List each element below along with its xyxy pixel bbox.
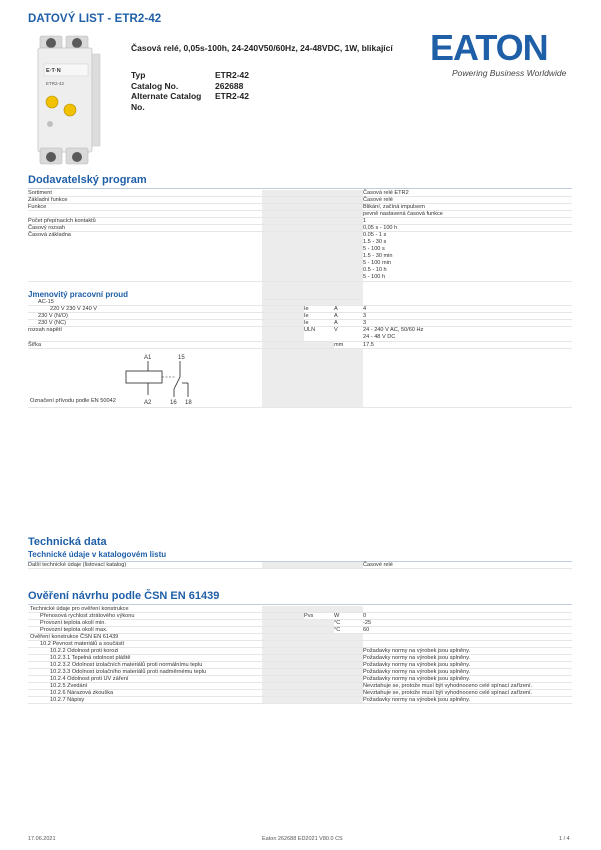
row-unit: A <box>334 306 363 313</box>
row-label: 230 V (N/O) <box>28 313 262 320</box>
row-value: Časová relé ETR2 <box>363 190 572 197</box>
table-row <box>28 669 572 676</box>
row-unit: A <box>334 313 363 320</box>
row-unit: mm <box>334 342 363 349</box>
table-row <box>28 676 572 683</box>
subsection-title-jmenovity: Jmenovitý pracovní proud <box>28 290 129 299</box>
spec-table-overeni <box>28 606 572 704</box>
row-label: 230 V (NC) <box>28 320 262 327</box>
table-row <box>28 342 572 349</box>
row-symbol: ULN <box>304 327 334 342</box>
time-base-value: 1.5 - 30 min <box>363 253 393 259</box>
time-base-value: 5 - 100 min <box>363 260 391 266</box>
table-row <box>28 320 572 327</box>
table-row <box>28 204 572 211</box>
row-label: Počet přepínacích kontaktů <box>28 218 262 225</box>
table-row <box>28 648 572 655</box>
row-symbol: Ie <box>304 320 334 327</box>
voltage-values <box>363 327 572 342</box>
row-value: pevně nastavená časová funkce <box>363 211 572 218</box>
product-meta <box>131 70 249 112</box>
meta-value: 262688 <box>215 80 244 91</box>
brand-slogan: Powering Business Worldwide <box>452 68 567 78</box>
row-value: Požadavky normy na výrobek jsou splněny. <box>363 669 572 676</box>
row-label: AC-15 <box>28 299 262 306</box>
section-title-technicka: Technická data <box>28 536 107 548</box>
time-base-value: 5 - 100 s <box>363 246 385 252</box>
row-label <box>28 211 262 218</box>
table-row <box>28 306 572 313</box>
row-unit: °C <box>334 620 363 627</box>
brand-name: EATON <box>430 28 548 68</box>
row-label: Funkce <box>28 204 262 211</box>
meta-key: No. <box>131 101 145 112</box>
time-base-values <box>363 232 572 282</box>
row-label: 10.2.7 Nápisy <box>28 697 262 704</box>
document-title: DATOVÝ LIST - ETR2-42 <box>28 13 162 25</box>
wiring-diagram <box>118 351 218 409</box>
table-row <box>28 562 572 569</box>
spec-table-dodavatelsky <box>28 190 572 408</box>
row-label: Základní funkce <box>28 197 262 204</box>
time-base-value: 1.5 - 30 s <box>363 239 387 245</box>
section-divider <box>28 188 572 189</box>
row-value: Časové relé <box>363 197 572 204</box>
row-label: 10.2.6 Nárazová zkouška <box>28 690 262 697</box>
row-value: Časové relé <box>363 562 572 569</box>
row-label: 10.2.3.1 Tepelná odolnost pláště <box>28 655 262 662</box>
row-value: Požadavky normy na výrobek jsou splněny. <box>363 676 572 683</box>
row-label: Ověření konstrukce ČSN EN 61439 <box>28 634 262 641</box>
row-label: Časová základna <box>28 232 262 282</box>
table-row <box>28 627 572 634</box>
spec-table-technicka <box>28 562 572 569</box>
row-label: 220 V 230 V 240 V <box>28 306 262 313</box>
row-value: 3 <box>363 313 572 320</box>
meta-key: Typ <box>131 70 146 80</box>
device-model-label: ETR2-42 <box>46 81 65 86</box>
row-value: 4 <box>363 306 572 313</box>
row-value: Nevztahuje se, protože musí být vyhodnoceno celé spínací zařízení. <box>363 683 572 690</box>
row-label: Sortiment <box>28 190 262 197</box>
time-base-value: 0.05 - 1 s <box>363 232 387 238</box>
row-value: 0,05 s - 100 h <box>363 225 572 232</box>
row-symbol: Pvs <box>304 613 334 620</box>
meta-key: Alternate Catalog <box>131 91 202 101</box>
table-row <box>28 232 572 282</box>
row-value: 1 <box>363 218 572 225</box>
table-row <box>28 313 572 320</box>
table-row <box>28 683 572 690</box>
table-row <box>28 225 572 232</box>
table-row <box>28 218 572 225</box>
table-row <box>28 655 572 662</box>
row-label: Šířka <box>28 342 262 349</box>
row-value: Blikání, začíná impulsem <box>363 204 572 211</box>
terminal-a1: A1 <box>144 355 152 361</box>
meta-key: Catalog No. <box>131 80 179 91</box>
meta-value: ETR2-42 <box>215 91 250 101</box>
row-value: Nevztahuje se, protože musí být vyhodnoceno celé spínací zařízení. <box>363 690 572 697</box>
table-row <box>28 197 572 204</box>
footer-page-number: 1 / 4 <box>559 836 570 842</box>
row-label: 10.2.3.3 Odolnost izolačního materiálů proti nadměrnému teplu <box>28 669 262 676</box>
row-label: rozsah napětí <box>28 327 262 342</box>
row-label: Další technické údaje (listovací katalog) <box>28 562 262 569</box>
meta-value: ETR2-42 <box>215 70 250 80</box>
terminal-18: 18 <box>185 400 192 406</box>
device-brand-label: E·T·N <box>46 68 61 74</box>
row-value: Požadavky normy na výrobek jsou splněny. <box>363 662 572 669</box>
row-value: 60 <box>363 627 572 634</box>
row-label: 10.2.3.2 Odolnost izolačních materiálů proti normálnímu teplu <box>28 662 262 669</box>
terminal-15: 15 <box>178 355 185 361</box>
terminal-16: 16 <box>170 400 177 406</box>
wiring-cell <box>28 349 262 408</box>
table-row <box>28 613 572 620</box>
footer-date: 17.06.2021 <box>28 836 56 842</box>
row-label: Provozní teplota okolí min. <box>28 620 262 627</box>
voltage-value: 24 - 48 V DC <box>363 334 396 340</box>
subsection-title-katalog: Technické údaje v katalogovém listu <box>28 550 167 559</box>
row-value: Požadavky normy na výrobek jsou splněny. <box>363 697 572 704</box>
table-row <box>28 641 572 648</box>
row-unit: V <box>334 327 363 342</box>
row-label: 10.2.4 Odolnost proti UV záření <box>28 676 262 683</box>
voltage-value: 24 - 240 V AC, 50/60 Hz <box>363 327 424 333</box>
table-row <box>28 327 572 342</box>
row-label: 10.2.2 Odolnost proti korozi <box>28 648 262 655</box>
product-image <box>36 30 102 170</box>
row-label: 10.2 Pevnost materiálů a součástí <box>28 641 262 648</box>
section-divider <box>28 604 572 605</box>
section-title-dodavatelsky: Dodavatelský program <box>28 174 147 186</box>
row-value: -25 <box>363 620 572 627</box>
row-label: Provozní teplota okolí max. <box>28 627 262 634</box>
row-unit: W <box>334 613 363 620</box>
table-row <box>28 211 572 218</box>
table-row <box>28 620 572 627</box>
row-value: 3 <box>363 320 572 327</box>
table-row <box>28 697 572 704</box>
table-row <box>28 282 572 300</box>
row-label: Technické údaje pro ověření konstrukce <box>28 606 262 613</box>
row-value: Požadavky normy na výrobek jsou splněny. <box>363 655 572 662</box>
section-title-overeni: Ověření návrhu podle ČSN EN 61439 <box>28 590 220 602</box>
row-symbol: Ie <box>304 313 334 320</box>
terminal-a2: A2 <box>144 400 152 406</box>
time-base-value: 5 - 100 h <box>363 274 386 280</box>
wiring-label: Označení přívodu podle EN 50042 <box>30 398 116 404</box>
row-value: Požadavky normy na výrobek jsou splněny. <box>363 648 572 655</box>
time-base-value: 0.5 - 10 h <box>363 267 387 273</box>
product-description: Časová relé, 0,05s-100h, 24-240V50/60Hz, 24-48VDC, 1W, blikající <box>131 43 393 53</box>
table-row <box>28 690 572 697</box>
row-label: 10.2.5 Zvedání <box>28 683 262 690</box>
row-value: 0 <box>363 613 572 620</box>
table-row <box>28 349 572 408</box>
table-row <box>28 662 572 669</box>
row-label: Přenosová rychlost ztrátového výkonu <box>28 613 262 620</box>
row-unit: A <box>334 320 363 327</box>
row-symbol: Ie <box>304 306 334 313</box>
row-value: 17.5 <box>363 342 572 349</box>
table-row <box>28 634 572 641</box>
row-unit: °C <box>334 627 363 634</box>
row-label: Časový rozsah <box>28 225 262 232</box>
footer-doc-ref: Eaton 262688 ED2021 V80.0 CS <box>262 836 343 842</box>
